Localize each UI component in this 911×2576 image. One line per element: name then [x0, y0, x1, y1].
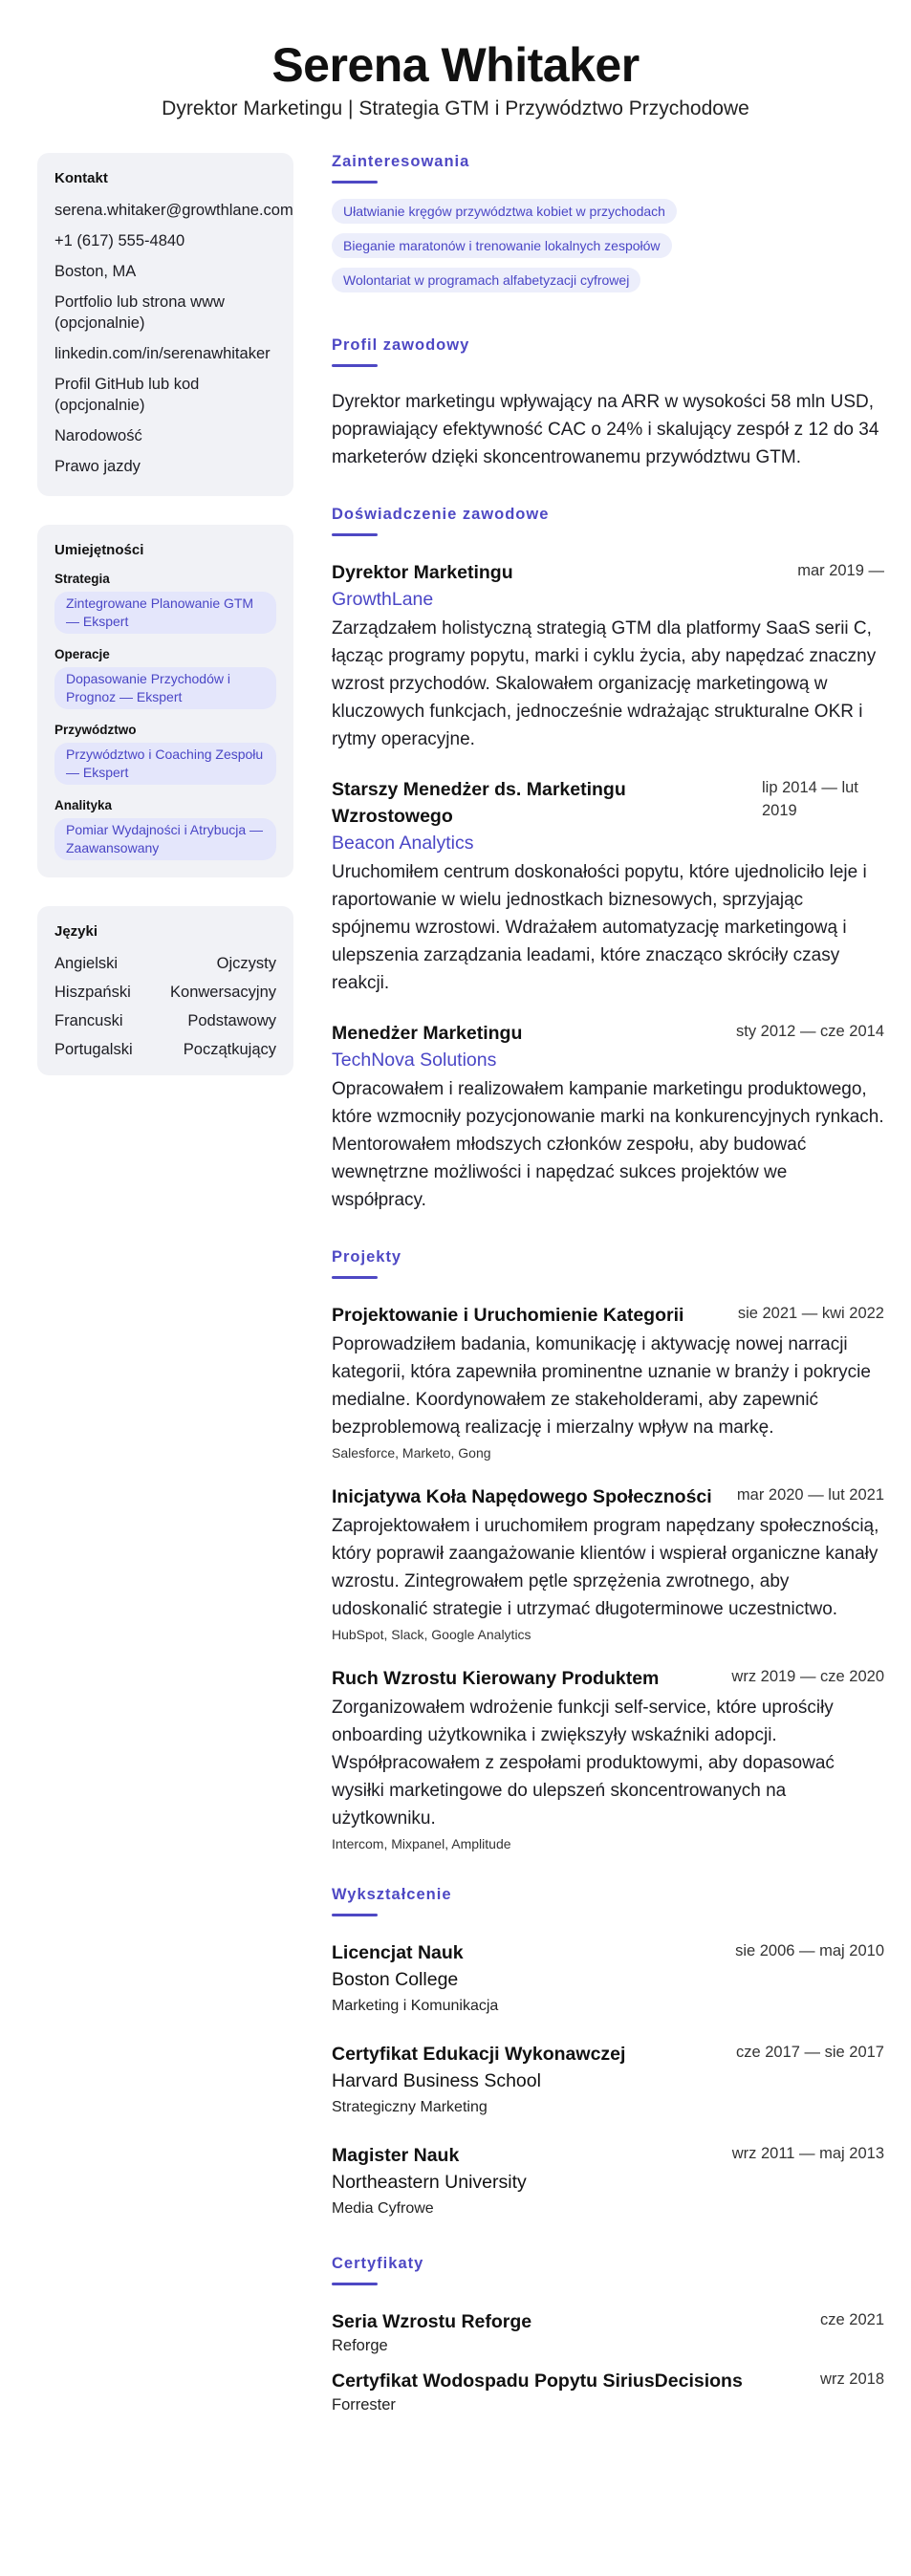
- project-tools: Intercom, Mixpanel, Amplitude: [332, 1836, 511, 1851]
- education-entry: [332, 2041, 884, 2119]
- education-date: sie 2006 — maj 2010: [735, 1942, 884, 1959]
- certification-issuer: Forrester: [332, 2396, 396, 2414]
- interests-section: [332, 153, 884, 302]
- section-rule: [332, 1914, 378, 1916]
- experience-entry: [332, 559, 884, 753]
- interest-chip: Bieganie maratonów i trenowanie lokalnych zespołów: [332, 233, 672, 258]
- main-content: [332, 153, 884, 2450]
- degree-title: Licencjat Nauk: [332, 1942, 464, 1963]
- job-description: Opracowałem i realizowałem kampanie marketingu produktowego, które wzmocniły pozycjonowanie marki na konkurencyjnych rynkach. Mentorowałem młodszych członków zespołu, aby budować wewnętrzne możliwości i napędzać sukces projektów we współpracy.: [332, 1079, 884, 1210]
- section-rule: [332, 364, 378, 367]
- certification-name: Certyfikat Wodospadu Popytu SiriusDecisions: [332, 2370, 743, 2392]
- school-name: Northeastern University: [332, 2172, 527, 2193]
- contact-heading: Kontakt: [54, 170, 108, 186]
- skill-group: [54, 798, 276, 860]
- interest-chip: Wolontariat w programach alfabetyzacji cyfrowej: [332, 268, 640, 292]
- project-title: Projektowanie i Uruchomienie Kategorii: [332, 1305, 684, 1326]
- language-name: Hiszpański: [54, 984, 131, 1001]
- field-of-study: Marketing i Komunikacja: [332, 1998, 499, 2014]
- section-title: Projekty: [332, 1248, 402, 1266]
- contact-email[interactable]: serena.whitaker@growthlane.com: [54, 202, 293, 219]
- section-rule: [332, 533, 378, 536]
- skill-group: [54, 723, 276, 785]
- contact-portfolio: Portfolio lub strona www (opcjonalnie): [54, 293, 225, 332]
- skills-card: [37, 525, 293, 877]
- project-description: Zaprojektowałem i uruchomiłem program napędzany społecznością, który poprawił zaangażowanie klientów i wspierał organiczne kanały wzrostu. Zintegrowałem pętle sprzężenia zwrotnego, aby udoskonalić strategie i utrzymać długoterminowe uczestnictwo.: [332, 1516, 879, 1619]
- job-title: Dyrektor Marketingu: [332, 562, 513, 583]
- section-rule: [332, 181, 378, 184]
- contact-nationality: Narodowość: [54, 427, 142, 444]
- section-rule: [332, 1276, 378, 1279]
- certification-issuer: Reforge: [332, 2337, 388, 2354]
- person-name: Serena Whitaker: [271, 38, 640, 92]
- project-tools: HubSpot, Slack, Google Analytics: [332, 1627, 531, 1642]
- education-entry: [332, 2142, 884, 2220]
- project-description: Poprowadziłem badania, komunikację i aktywację nowej narracji kategorii, która zapewniła prominentne uznanie w branży i pokrycie medialne. Koordynowałem ze stakeholderami, aby zapewnić bezproblemową realizację i mierzalny wpływ na markę.: [332, 1334, 871, 1438]
- school-name: Boston College: [332, 1969, 459, 1990]
- education-section: [332, 1886, 884, 2220]
- skill-category: Przywództwo: [54, 723, 137, 737]
- school-name: Harvard Business School: [332, 2070, 541, 2091]
- language-level: Ojczysty: [216, 955, 276, 972]
- section-title: Zainteresowania: [332, 153, 470, 170]
- language-row: [54, 1010, 276, 1031]
- section-title: Wykształcenie: [332, 1886, 452, 1903]
- job-date: mar 2019 —: [797, 562, 884, 579]
- project-entry: [332, 1302, 884, 1461]
- language-row: [54, 1039, 276, 1060]
- skills-heading: Umiejętności: [54, 542, 144, 558]
- certification-entry: [332, 2368, 884, 2415]
- project-title: Inicjatywa Koła Napędowego Społeczności: [332, 1486, 712, 1507]
- skill-group: [54, 647, 276, 709]
- project-date: sie 2021 — kwi 2022: [737, 1305, 884, 1322]
- education-date: cze 2017 — sie 2017: [735, 2044, 884, 2061]
- sidebar: [37, 153, 293, 1104]
- job-company: TechNova Solutions: [332, 1050, 497, 1071]
- language-level: Początkujący: [183, 1041, 276, 1058]
- skill-group: [54, 572, 276, 634]
- section-title: Certyfikaty: [332, 2255, 424, 2272]
- job-title: Menedżer Marketingu: [332, 1023, 523, 1044]
- project-date: wrz 2019 — cze 2020: [731, 1668, 884, 1685]
- language-name: Portugalski: [54, 1041, 133, 1058]
- language-row: [54, 982, 276, 1003]
- contact-phone[interactable]: +1 (617) 555-4840: [54, 232, 185, 249]
- languages-heading: Języki: [54, 923, 98, 940]
- project-date: mar 2020 — lut 2021: [736, 1486, 884, 1504]
- experience-entry: [332, 1020, 884, 1214]
- project-entry: [332, 1483, 884, 1642]
- profile-text: Dyrektor marketingu wpływający na ARR w wysokości 58 mln USD, poprawiający efektywność CAC o 24% i skalujący zespół z 12 do 34 marketerów dzięki skoncentrowanemu przywództwu GTM.: [332, 392, 879, 467]
- skill-chip: Przywództwo i Coaching Zespołu — Ekspert: [54, 743, 276, 785]
- section-title: Doświadczenie zawodowe: [332, 506, 550, 523]
- project-description: Zorganizowałem wdrożenie funkcji self-service, które uprościły onboarding użytkownika i zwiększyły wskaźniki adopcji. Współpracowałem z zespołami produktowymi, aby dopasować wysiłki marketingowe do ulepszeń skoncentrowanych na użytkowniku.: [332, 1698, 835, 1829]
- projects-section: [332, 1248, 884, 1851]
- project-title: Ruch Wzrostu Kierowany Produktem: [332, 1668, 660, 1689]
- language-level: Podstawowy: [187, 1012, 276, 1029]
- field-of-study: Strategiczny Marketing: [332, 2099, 488, 2115]
- skill-category: Analityka: [54, 798, 113, 812]
- contact-linkedin[interactable]: linkedin.com/in/serenawhitaker: [54, 345, 271, 362]
- section-title: Profil zawodowy: [332, 336, 470, 354]
- interest-chip: Ułatwianie kręgów przywództwa kobiet w przychodach: [332, 199, 677, 224]
- experience-section: [332, 506, 884, 1214]
- certification-name: Seria Wzrostu Reforge: [332, 2311, 532, 2332]
- skill-category: Strategia: [54, 572, 110, 586]
- job-company: GrowthLane: [332, 589, 434, 610]
- degree-title: Certyfikat Edukacji Wykonawczej: [332, 2044, 626, 2065]
- language-row: [54, 953, 276, 974]
- contact-card: [37, 153, 293, 496]
- contact-location: Boston, MA: [54, 263, 137, 280]
- job-title: Starszy Menedżer ds. Marketingu Wzrostowego: [332, 779, 626, 827]
- job-description: Uruchomiłem centrum doskonałości popytu, które ujednoliciło leje i raportowanie w wielu jednostkach biznesowych, sprzyjając spójnemu wzrostowi. Wdrażałem automatyzację marketingową i ulepszenia zarządzania leadami, które znacząco skróciły czasy reakcji.: [332, 862, 867, 993]
- section-rule: [332, 2283, 378, 2285]
- skill-category: Operacje: [54, 647, 110, 661]
- language-name: Angielski: [54, 955, 119, 972]
- job-date: sty 2012 — cze 2014: [735, 1023, 884, 1040]
- contact-github: Profil GitHub lub kod (opcjonalnie): [54, 376, 200, 414]
- skill-chip: Zintegrowane Planowanie GTM — Ekspert: [54, 592, 276, 634]
- field-of-study: Media Cyfrowe: [332, 2200, 434, 2217]
- skill-chip: Dopasowanie Przychodów i Prognoz — Ekspert: [54, 667, 276, 709]
- education-date: wrz 2011 — maj 2013: [731, 2145, 884, 2162]
- resume-header: [0, 0, 911, 120]
- languages-card: [37, 906, 293, 1075]
- person-title: Dyrektor Marketingu | Strategia GTM i Przywództwo Przychodowe: [162, 97, 749, 119]
- project-entry: [332, 1665, 884, 1851]
- job-description: Zarządzałem holistyczną strategią GTM dla platformy SaaS serii C, łącząc programy popytu, marki i cyklu życia, aby napędzać znaczny wzrost przychodów. Skalowałem organizację marketingową w kluczowych funkcjach, jednocześnie wdrażając strukturalne OKR i rytmy operacyjne.: [332, 618, 877, 749]
- profile-section: [332, 336, 884, 471]
- certification-date: cze 2021: [820, 2311, 884, 2328]
- job-date: lip 2014 — lut 2019: [762, 779, 858, 819]
- certification-date: wrz 2018: [820, 2370, 884, 2388]
- experience-entry: [332, 776, 884, 997]
- skill-chip: Pomiar Wydajności i Atrybucja — Zaawansowany: [54, 818, 276, 860]
- certifications-section: [332, 2255, 884, 2415]
- certification-entry: [332, 2308, 884, 2356]
- language-level: Konwersacyjny: [170, 984, 276, 1001]
- language-name: Francuski: [54, 1012, 123, 1029]
- degree-title: Magister Nauk: [332, 2145, 460, 2166]
- education-entry: [332, 1939, 884, 2018]
- contact-driving-license: Prawo jazdy: [54, 458, 141, 475]
- job-company: Beacon Analytics: [332, 833, 474, 854]
- project-tools: Salesforce, Marketo, Gong: [332, 1445, 491, 1461]
